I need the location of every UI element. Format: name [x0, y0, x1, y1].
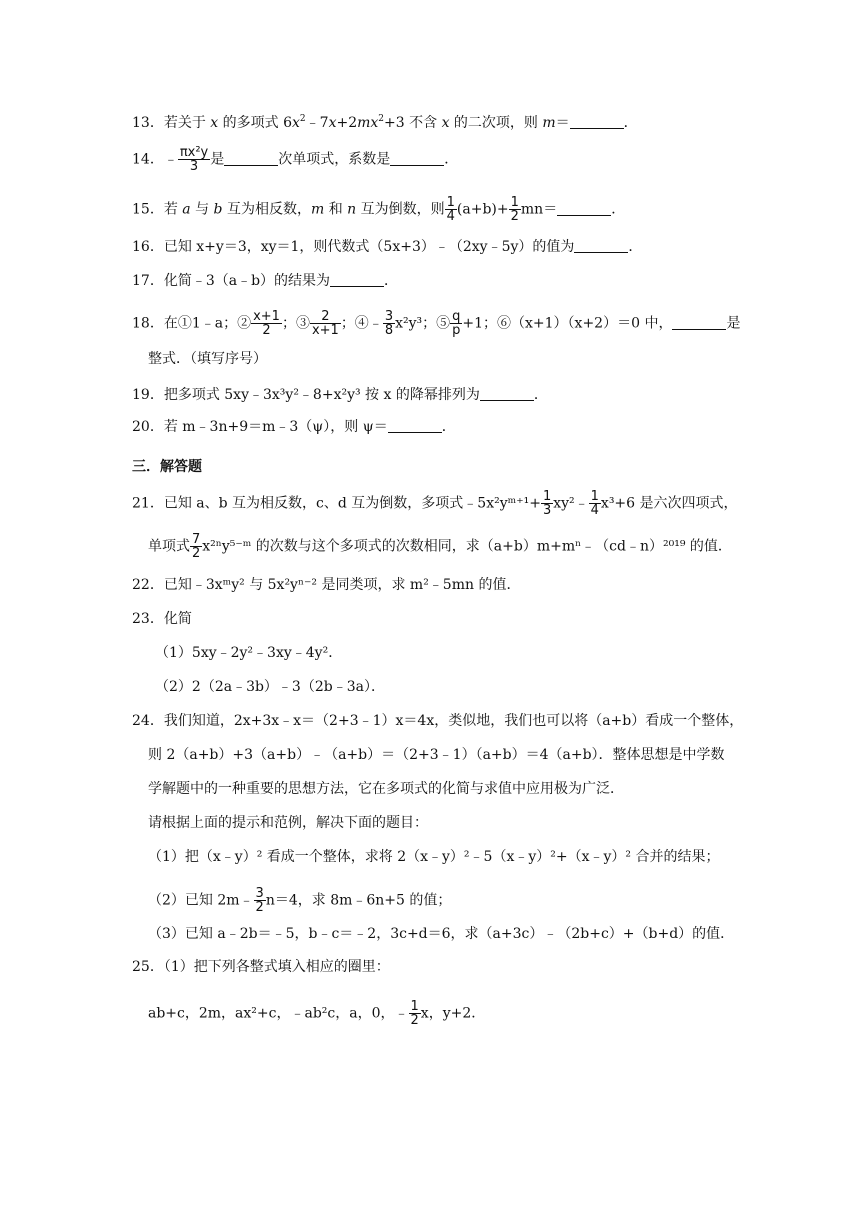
fraction: $\frac{1}{4}$	[590, 489, 599, 518]
fraction: $\frac{1}{4}$	[446, 195, 455, 224]
question-17: 17．化简﹣3（a﹣b）的结果为 ．	[132, 273, 399, 289]
question-24-part-3: （3）已知 a﹣2b＝﹣5，b﹣c＝﹣2，3c+d＝6，求（a+3c）﹣（2b+c）+（b+d）的值．	[148, 926, 735, 942]
fraction: $\frac{q}{p}$	[452, 309, 461, 338]
answer-blank[interactable]	[480, 388, 534, 401]
question-21: 21．已知 a、b 互为相反数，c、d 互为倒数，多项式﹣5x²yᵐ⁺¹+ $\frac{1}{3}$ xy²﹣ $\frac{1}{4}$ x³+6 是六次四项式，	[132, 489, 738, 518]
question-13: 13．若关于 x 的多项式 $6x^2﹣7x+2mx^2+3$ 不含 x 的二次项，则 m＝ ．	[132, 114, 638, 131]
question-23: 23．化简	[132, 611, 192, 627]
answer-blank[interactable]	[570, 116, 624, 129]
fraction: $\frac{\text{πx²y}}{3}$	[179, 145, 209, 174]
answer-blank[interactable]	[224, 153, 278, 166]
fraction: $\frac{7}{2}$	[192, 532, 201, 561]
question-20: 20．若 m﹣3n+9＝m﹣3（ψ），则 ψ＝ ．	[132, 419, 456, 435]
fraction: $\frac{x+1}{2}$	[253, 309, 280, 338]
question-25-expressions: ab+c，2m，ax²+c，﹣ab²c，a，0，﹣ $\frac{1}{2}$ x，y+2．	[148, 999, 486, 1028]
question-24: 24．我们知道，2x+3x﹣x＝（2+3﹣1）x＝4x，类似地，我们也可以将（a+b）看成一个整体，	[132, 713, 744, 729]
answer-blank[interactable]	[330, 274, 384, 287]
question-22: 22．已知﹣3xᵐy² 与 5x²yⁿ⁻² 是同类项，求 m²﹣5mn 的值．	[132, 577, 521, 593]
question-18: 18．在①1﹣a；② $\frac{x+1}{2}$ ；③ $\frac{2}{x+1}$ ；④﹣ $\frac{3}{8}$ x²y³；⑤ $\frac{q}{p}$ +1；⑥（x+1）（x+2）＝0 中， 是	[132, 309, 741, 338]
answer-blank[interactable]	[574, 240, 628, 253]
question-14: 14．﹣ $\frac{\text{πx²y}}{3}$ 是 次单项式，系数是 ．	[132, 145, 459, 174]
question-24-part-1: （1）把（x﹣y）² 看成一个整体，求将 2（x﹣y）²﹣5（x﹣y）²+（x﹣y）² 合并的结果；	[148, 849, 720, 865]
fraction: $\frac{1}{2}$	[410, 999, 419, 1028]
fraction: $\frac{2}{x+1}$	[311, 309, 339, 338]
answer-blank[interactable]	[390, 153, 444, 166]
question-23-part-1: （1）5xy﹣2y²﹣3xy﹣4y²．	[155, 645, 343, 661]
question-23-part-2: （2）2（2a﹣3b）﹣3（2b﹣3a）．	[155, 679, 385, 695]
question-24-line-4: 请根据上面的提示和范例，解决下面的题目：	[148, 815, 428, 831]
question-19: 19．把多项式 5xy﹣3x³y²﹣8+x²y³ 按 x 的降幂排列为 ．	[132, 387, 548, 403]
section-heading: 三．解答题	[132, 459, 202, 475]
question-25: 25．（1）把下列各整式填入相应的圈里：	[132, 959, 390, 975]
question-24-part-2: （2）已知 2m﹣ $\frac{3}{2}$ n＝4，求 8m﹣6n+5 的值；	[148, 886, 452, 915]
fraction: $\frac{3}{2}$	[255, 886, 264, 915]
fraction: $\frac{1}{2}$	[510, 195, 519, 224]
question-18-continuation: 整式．（填写序号）	[148, 351, 267, 367]
question-16: 16．已知 x+y＝3，xy＝1，则代数式（5x+3）﹣（2xy﹣5y）的值为 ．	[132, 239, 643, 255]
question-15: 15．若 a 与 b 互为相反数，m 和 n 互为倒数，则 $\frac{1}{4}$ (a+b)+ $\frac{1}{2}$ mn＝ ．	[132, 195, 626, 224]
answer-blank[interactable]	[557, 203, 611, 216]
answer-blank[interactable]	[388, 420, 442, 433]
fraction: $\frac{3}{8}$	[384, 309, 394, 338]
question-24-line-2: 则 2（a+b）+3（a+b）﹣（a+b）＝（2+3﹣1）（a+b）＝4（a+b）．整体思想是中学数	[148, 747, 725, 763]
question-21-continuation: 单项式 $\frac{7}{2}$ x²ⁿy⁵⁻ᵐ 的次数与这个多项式的次数相同，求（a+b）m+mⁿ﹣（cd﹣n）²⁰¹⁹ 的值．	[148, 532, 732, 561]
fraction: $\frac{1}{3}$	[542, 489, 552, 518]
question-24-line-3: 学解题中的一种重要的思想方法，它在多项式的化简与求值中应用极为广泛．	[148, 781, 624, 797]
answer-blank[interactable]	[672, 317, 726, 330]
